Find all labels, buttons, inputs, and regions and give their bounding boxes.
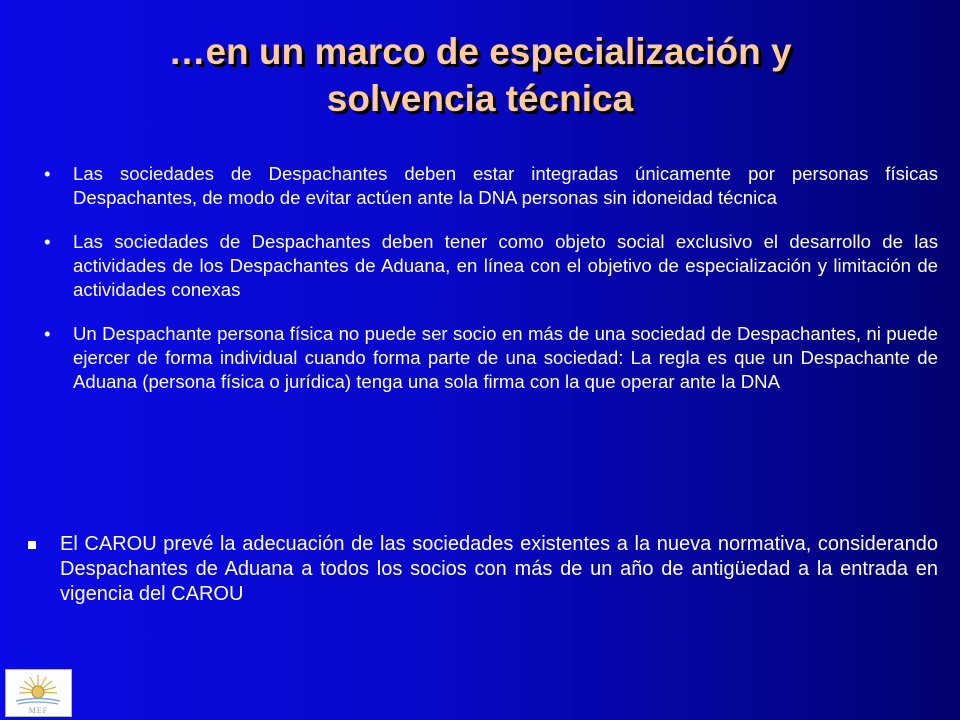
bullet-list — [40, 162, 938, 414]
bullet-text: Las sociedades de Despachantes deben tener como objeto social exclusivo el desarrollo de las actividades de los Despachantes de Aduana, en línea con el objetivo de especialización y limitación de actividades conexas — [73, 231, 938, 300]
title-line-2: solvencia técnica — [326, 78, 634, 119]
bullet-item — [40, 322, 938, 394]
square-bullet-text: El CAROU prevé la adecuación de las sociedades existentes a la nueva normativa, considerando Despachantes de Aduana a todos los socios con más de un año de antigüedad a la entrada en vigencia del CAROU — [60, 533, 938, 605]
bullet-dot: • — [44, 231, 51, 252]
square-bullet-item — [28, 532, 938, 607]
slide-title — [60, 28, 900, 122]
bullet-dot: • — [44, 323, 51, 344]
logo-text: MEF — [28, 706, 49, 715]
bullet-item — [40, 162, 938, 210]
bullet-text: Un Despachante persona física no puede ser socio en más de una sociedad de Despachantes, ni puede ejercer de forma individual cuando forma parte de una sociedad: La regla es que un Despachante de Aduana (persona física o jurídica) tenga una sola firma con la que operar ante la DNA — [73, 323, 938, 392]
square-bullet-icon — [28, 541, 36, 549]
mef-logo — [5, 669, 72, 717]
bullet-text: Las sociedades de Despachantes deben estar integradas únicamente por personas físicas Despachantes, de modo de evitar actúen ante la DNA personas sin idoneidad técnica — [73, 163, 938, 208]
bullet-item — [40, 230, 938, 302]
bullet-dot: • — [44, 163, 51, 184]
title-line-1: …en un marco de especialización y — [168, 31, 792, 72]
